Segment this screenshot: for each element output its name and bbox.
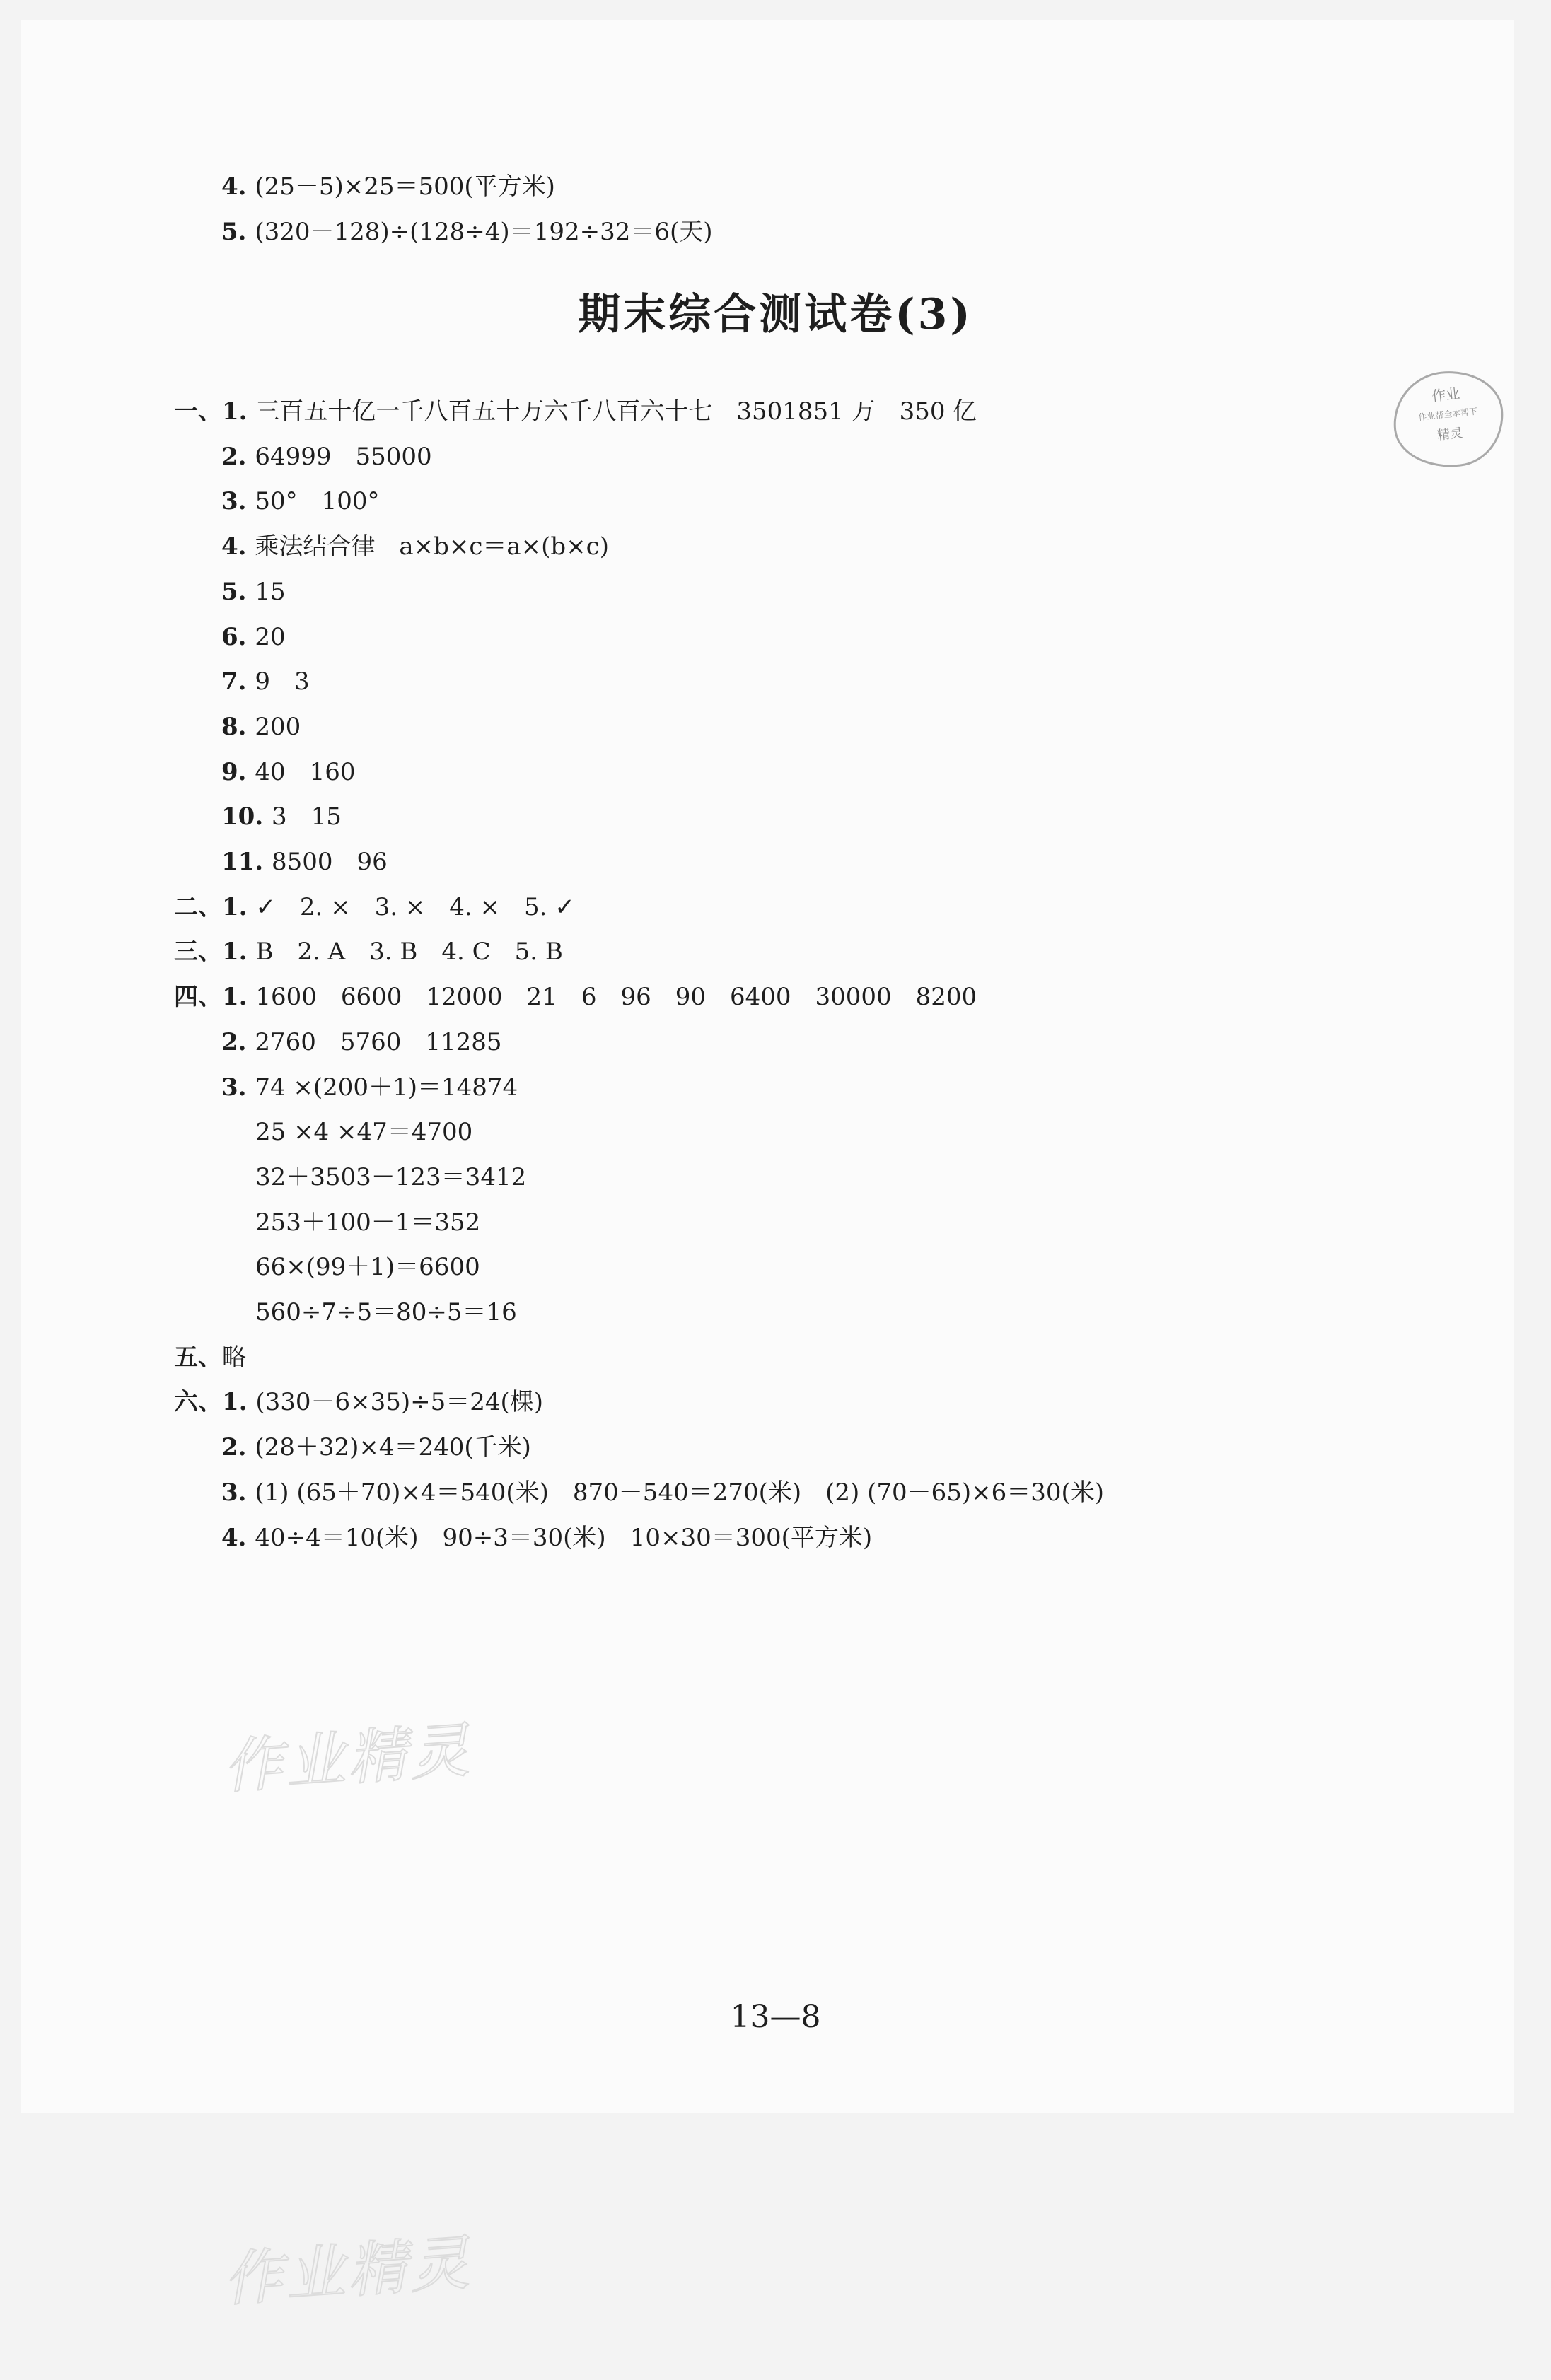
section-label: 六、: [174, 1388, 222, 1416]
stamp-line-1: 作业: [1431, 385, 1461, 405]
answer-line: [174, 396, 977, 427]
item-number: 3.: [221, 487, 255, 515]
answer-line: [221, 1477, 1104, 1508]
answer-text: 66×(99＋1)＝6600: [255, 1253, 480, 1281]
answer-text: (1) (65＋70)×4＝540(米) 870－540＝270(米) (2) (70－65)×6＝30(米): [255, 1478, 1105, 1507]
answer-line: [221, 576, 286, 607]
item-number: 3.: [221, 1073, 255, 1102]
item-number: 5.: [221, 578, 255, 606]
answer-line: [221, 1027, 502, 1058]
answer-text: 253＋100－1＝352: [255, 1208, 481, 1237]
item-number: 1.: [222, 397, 256, 426]
answer-line: [255, 1252, 480, 1283]
item-number: 7.: [221, 667, 255, 696]
item-number: 4.: [221, 1524, 255, 1552]
item-number: 4.: [221, 173, 255, 201]
section-label: 四、: [174, 983, 222, 1011]
item-number: 10.: [221, 803, 272, 831]
answer-text: (330－6×35)÷5＝24(棵): [255, 1388, 544, 1416]
answer-text: 560÷7÷5＝80÷5＝16: [255, 1298, 517, 1326]
answer-line: [221, 757, 356, 788]
item-number: 1.: [222, 1388, 256, 1416]
answer-line: [221, 666, 310, 697]
item-number: 1.: [222, 938, 256, 966]
item-number: 2.: [221, 1028, 255, 1056]
answer-line: [221, 1522, 872, 1553]
answer-text: 9 3: [255, 667, 310, 696]
section-label: 三、: [174, 938, 222, 966]
stamp-line-3: 精灵: [1436, 426, 1464, 443]
answer-text: 200: [255, 713, 301, 741]
answer-line: [255, 1116, 472, 1148]
item-number: 2.: [221, 443, 255, 471]
answer-text: 74 ×(200＋1)＝14874: [255, 1073, 518, 1102]
answer-text: 3 15: [272, 803, 342, 831]
item-number: 11.: [221, 848, 272, 876]
page-number: 13—8: [730, 1999, 821, 2035]
item-number: 8.: [221, 713, 255, 741]
item-number: 4.: [221, 532, 255, 561]
answer-line: [221, 216, 713, 247]
answer-text: (25－5)×25＝500(平方米): [255, 173, 555, 201]
answer-text: 50° 100°: [255, 487, 380, 515]
answer-text: (28＋32)×4＝240(千米): [255, 1433, 531, 1462]
watermark: 作业精灵: [221, 2227, 475, 2315]
item-number: 5.: [221, 218, 255, 246]
watermark: 作业精灵: [221, 1715, 475, 1802]
answer-line: [221, 846, 388, 877]
answer-text: 32＋3503－123＝3412: [255, 1163, 527, 1191]
answer-line: [255, 1207, 480, 1238]
answer-text: (320－128)÷(128÷4)＝192÷32＝6(天): [255, 218, 713, 246]
item-number: 9.: [221, 758, 255, 786]
answer-line: [221, 486, 380, 517]
item-number: 3.: [221, 1478, 255, 1507]
answer-line: [174, 936, 563, 967]
answer-line: [221, 1072, 518, 1103]
answer-line: [221, 622, 286, 653]
stamp-line-2: 作业帮全本帮下: [1417, 406, 1478, 423]
answer-line: [255, 1162, 526, 1193]
answer-text: 乘法结合律 a×b×c＝a×(b×c): [255, 532, 609, 561]
answer-line: [255, 1297, 517, 1328]
answer-line: [174, 981, 977, 1013]
answer-line: [174, 892, 575, 923]
answer-text: 40 160: [255, 758, 356, 786]
answer-line: [174, 1387, 543, 1418]
answer-line: [221, 711, 301, 742]
answer-line: [221, 1432, 531, 1463]
answer-text: 2760 5760 11285: [255, 1028, 502, 1056]
answer-line: [221, 171, 555, 202]
answer-text: 40÷4＝10(米) 90÷3＝30(米) 10×30＝300(平方米): [255, 1524, 873, 1552]
answer-text: 三百五十亿一千八百五十万六千八百六十七 3501851 万 350 亿: [255, 397, 977, 426]
answer-text: 25 ×4 ×47＝4700: [255, 1118, 473, 1146]
answer-line: [221, 531, 609, 562]
answer-text: 8500 96: [272, 848, 388, 876]
item-number: 2.: [221, 1433, 255, 1462]
answer-text: 略: [222, 1343, 246, 1372]
answer-text: B 2. A 3. B 4. C 5. B: [255, 938, 563, 966]
page-title: 期末综合测试卷(3): [578, 290, 973, 339]
item-number: 1.: [222, 893, 256, 921]
answer-text: 1600 6600 12000 21 6 96 90 6400 30000 8200: [255, 983, 977, 1011]
item-number: 1.: [222, 983, 256, 1011]
answer-text: 64999 55000: [255, 443, 432, 471]
section-label: 二、: [174, 893, 222, 921]
answer-line: [221, 441, 432, 472]
item-number: 6.: [221, 623, 255, 651]
answer-line: [174, 1342, 246, 1373]
answer-line: [221, 801, 342, 832]
answer-text: ✓ 2. × 3. × 4. × 5. ✓: [255, 893, 575, 921]
section-label: 一、: [174, 397, 222, 426]
answer-text: 20: [255, 623, 286, 651]
section-label: 五、: [174, 1343, 222, 1372]
answer-text: 15: [255, 578, 286, 606]
